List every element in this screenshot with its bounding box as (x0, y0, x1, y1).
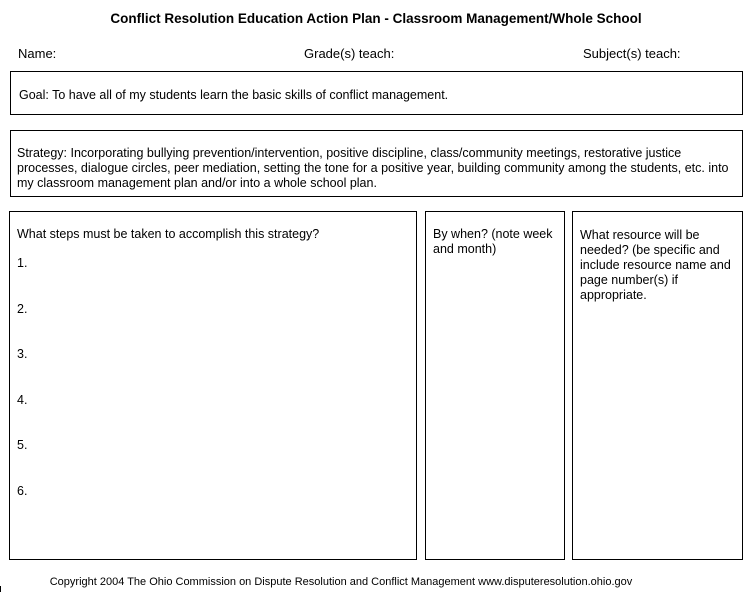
strategy-box (10, 130, 743, 197)
resource-heading: What resource will be needed? (be specific and include resource name and page number(s) if appropriate. (580, 228, 731, 302)
step-item: 3. (17, 347, 28, 361)
steps-box (9, 211, 417, 560)
steps-heading: What steps must be taken to accomplish this strategy? (17, 227, 320, 241)
resource-box (572, 211, 743, 560)
step-item: 6. (17, 483, 28, 498)
steps-list (17, 256, 408, 529)
subjects-field-label: Subject(s) teach: (583, 46, 681, 61)
goal-text: Goal: To have all of my students learn the basic skills of conflict management. (19, 88, 449, 102)
by-when-heading: By when? (note week and month) (433, 227, 553, 256)
goal-box (10, 71, 743, 115)
step-item: 5. (17, 438, 28, 452)
step-item: 1. (17, 256, 28, 270)
page-title: Conflict Resolution Education Action Plan - Classroom Management/Whole School (110, 11, 642, 26)
strategy-text: Strategy: Incorporating bullying prevention/intervention, positive discipline, class/community meetings, restorative justice processes, dialogue circles, peer mediation, setting the tone for a positive year, building community among the students, etc. into my classroom management plan and/or into a whole school plan. (17, 146, 729, 190)
by-when-box (425, 211, 565, 560)
step-item: 2. (17, 301, 28, 316)
step-item: 4. (17, 392, 28, 407)
name-field-label: Name: (18, 46, 57, 61)
copyright-footer: Copyright 2004 The Ohio Commission on Dispute Resolution and Conflict Management www.disputeresolution.ohio.gov (49, 576, 633, 588)
grades-field-label: Grade(s) teach: (304, 46, 395, 61)
